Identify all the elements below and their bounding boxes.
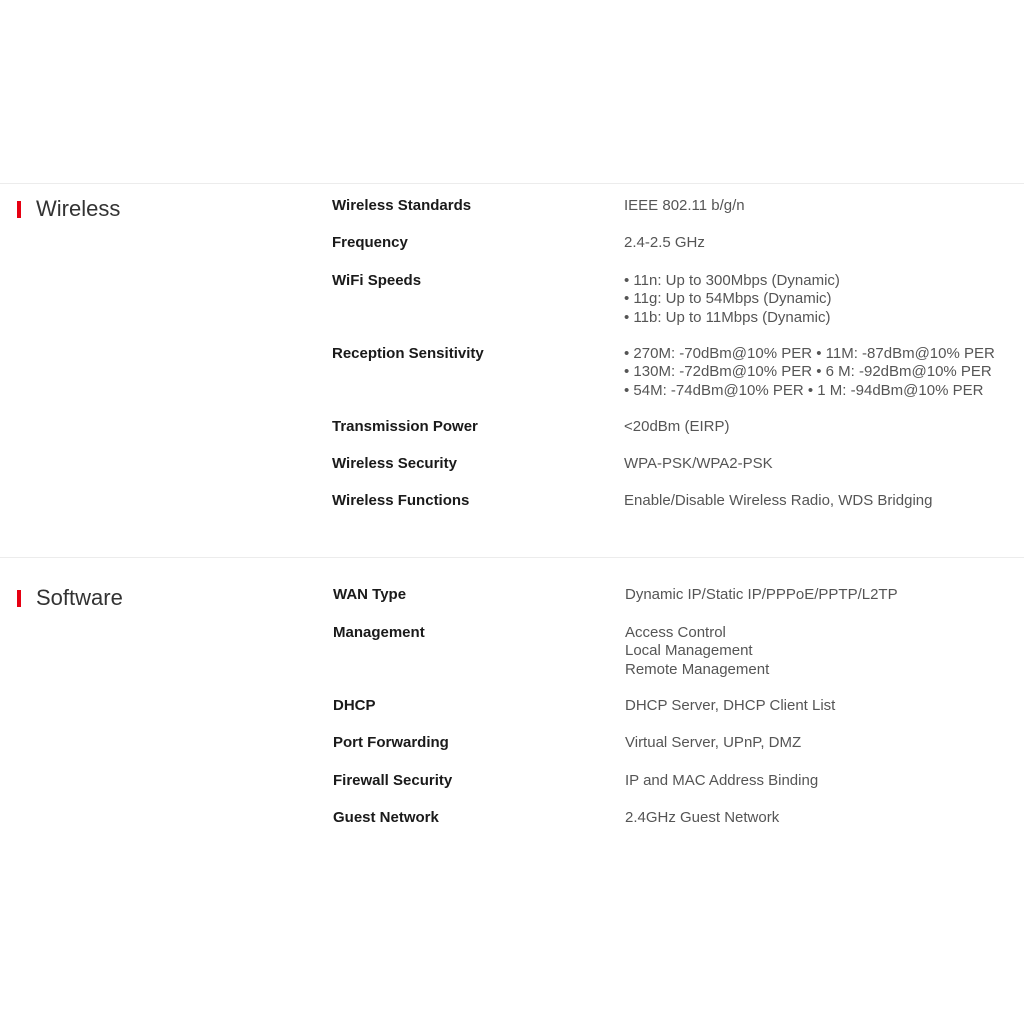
section-divider	[0, 557, 1024, 558]
spec-label: Wireless Functions	[332, 492, 470, 509]
spec-values	[625, 772, 1015, 790]
spec-value: • 11b: Up to 11Mbps (Dynamic)	[624, 308, 831, 326]
accent-bar	[17, 590, 21, 607]
spec-values	[624, 197, 1014, 215]
spec-value: DHCP Server, DHCP Client List	[625, 697, 836, 714]
spec-values	[624, 418, 1014, 436]
spec-value: WPA-PSK/WPA2-PSK	[624, 455, 773, 472]
spec-values	[624, 492, 1014, 510]
spec-values	[625, 734, 1015, 752]
section-heading-software	[17, 585, 123, 611]
spec-label: Port Forwarding	[333, 734, 449, 751]
spec-value: Local Management	[625, 642, 753, 660]
spec-value: Dynamic IP/Static IP/PPPoE/PPTP/L2TP	[625, 586, 898, 603]
top-divider	[0, 183, 1024, 184]
spec-value: • 270M: -70dBm@10% PER • 11M: -87dBm@10% PER	[624, 345, 995, 362]
spec-value: Access Control	[625, 624, 726, 641]
spec-value: 2.4-2.5 GHz	[624, 234, 705, 251]
spec-values	[624, 345, 1014, 400]
spec-values	[624, 234, 1014, 252]
spec-value: Enable/Disable Wireless Radio, WDS Bridging	[624, 492, 933, 509]
spec-value: • 11n: Up to 300Mbps (Dynamic)	[624, 272, 840, 289]
spec-label: WAN Type	[333, 586, 407, 603]
spec-value: • 130M: -72dBm@10% PER • 6 M: -92dBm@10% PER	[624, 363, 992, 381]
spec-value: Virtual Server, UPnP, DMZ	[625, 734, 802, 751]
spec-label: Frequency	[332, 234, 408, 251]
spec-label: Guest Network	[333, 809, 439, 826]
spec-values	[625, 809, 1015, 827]
spec-label: Wireless Security	[332, 455, 457, 472]
spec-value: Remote Management	[625, 660, 770, 678]
section-heading-wireless	[17, 196, 120, 222]
spec-value: 2.4GHz Guest Network	[625, 809, 780, 826]
spec-label: Management	[333, 624, 425, 641]
spec-label: WiFi Speeds	[332, 272, 422, 289]
spec-values	[625, 697, 1015, 715]
spec-label: Wireless Standards	[332, 197, 472, 214]
section-title-wireless: Wireless	[36, 196, 121, 221]
spec-values	[624, 272, 1014, 327]
spec-label: DHCP	[333, 697, 376, 714]
spec-value: <20dBm (EIRP)	[624, 418, 730, 435]
spec-value: • 11g: Up to 54Mbps (Dynamic)	[624, 290, 832, 308]
spec-values	[625, 624, 1015, 679]
spec-value: IEEE 802.11 b/g/n	[624, 197, 745, 214]
spec-label: Reception Sensitivity	[332, 345, 484, 362]
spec-value: • 54M: -74dBm@10% PER • 1 M: -94dBm@10% PER	[624, 381, 984, 399]
spec-value: IP and MAC Address Binding	[625, 772, 819, 789]
spec-values	[624, 455, 1014, 473]
accent-bar	[17, 201, 21, 218]
spec-label: Transmission Power	[332, 418, 478, 435]
section-title-software: Software	[36, 585, 123, 610]
spec-label: Firewall Security	[333, 772, 453, 789]
spec-values	[625, 586, 1015, 604]
